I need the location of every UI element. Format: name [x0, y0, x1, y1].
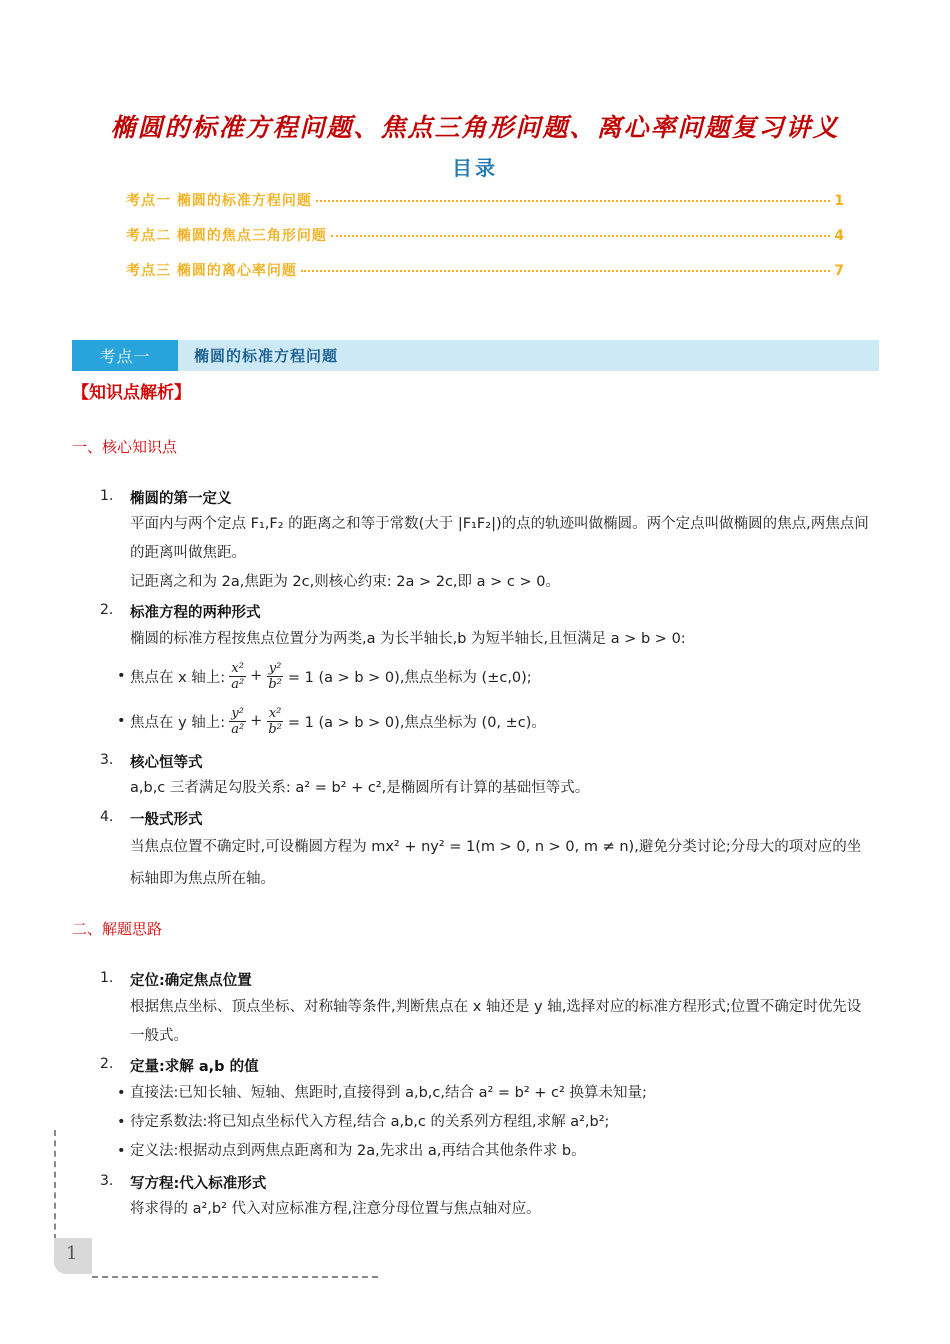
- section-tag: 考点一: [72, 340, 178, 371]
- toc-item-label: 考点二 椭圆的焦点三角形问题: [126, 228, 327, 244]
- item-number: 1.: [100, 488, 114, 504]
- formula-y-axis: [117, 701, 546, 741]
- part1-heading: 一、核心知识点: [72, 438, 178, 456]
- item-title: 写方程:代入标准形式: [130, 1176, 267, 1192]
- item-number: 4.: [100, 809, 114, 825]
- list-item: [117, 1079, 877, 1108]
- fraction-denominator: a²: [231, 721, 245, 737]
- fraction-denominator: b²: [268, 721, 282, 737]
- list-item: [117, 1108, 877, 1137]
- fraction-denominator: a²: [231, 676, 245, 692]
- toc-leader-dots: [316, 200, 830, 202]
- bullet-dot: •: [117, 1143, 126, 1159]
- fraction: [266, 661, 284, 692]
- bullet-text: 定义法:根据动点到两焦点距离和为 2a,先求出 a,再结合其他条件求 b。: [130, 1143, 586, 1159]
- bullet-text: 待定系数法:将已知点坐标代入方程,结合 a,b,c 的关系列方程组,求解 a²,b²;: [130, 1114, 610, 1130]
- fraction-numerator: y²: [268, 660, 282, 676]
- formula-x-axis: [117, 656, 532, 696]
- item-paragraph: a,b,c 三者满足勾股关系: a² = b² + c²,是椭圆所有计算的基础恒等式。: [130, 780, 590, 796]
- fraction: [229, 706, 246, 737]
- toc-heading: 目录: [452, 156, 498, 180]
- bullet-dot: •: [117, 1085, 126, 1101]
- item-title: 标准方程的两种形式: [130, 605, 261, 621]
- item-paragraph: 将求得的 a²,b² 代入对应标准方程,注意分母位置与焦点轴对应。: [130, 1201, 541, 1217]
- item-title: 椭圆的第一定义: [130, 491, 232, 507]
- toc-item[interactable]: [126, 190, 844, 225]
- item-number: 2.: [100, 602, 114, 618]
- formula-prefix: 焦点在 x 轴上:: [130, 669, 226, 686]
- toc-item[interactable]: [126, 260, 844, 295]
- item-paragraph: 椭圆的标准方程按焦点位置分为两类,a 为长半轴长,b 为短半轴长,且恒满足 a > b > 0:: [130, 631, 686, 647]
- item-number: 1.: [100, 970, 114, 986]
- plus-sign: +: [250, 713, 263, 729]
- bullet-dot: •: [117, 713, 126, 729]
- item-paragraph: 平面内与两个定点 F₁,F₂ 的距离之和等于常数(大于 |F₁F₂|)的点的轨迹叫做椭圆。两个定点叫做椭圆的焦点,两焦点间的距离叫做焦距。: [130, 516, 869, 561]
- bullet-dot: •: [117, 668, 126, 684]
- formula-prefix: 焦点在 y 轴上:: [130, 714, 226, 731]
- plus-sign: +: [250, 668, 263, 684]
- fraction-denominator: b²: [268, 676, 282, 692]
- item-title: 定量:求解 a,b 的值: [130, 1059, 259, 1075]
- section-name: 椭圆的标准方程问题: [194, 347, 339, 365]
- knowledge-heading: 【知识点解析】: [72, 383, 191, 403]
- formula-suffix: = 1 (a > b > 0),焦点坐标为 (±c,0);: [287, 669, 532, 686]
- bullet-dot: •: [117, 1114, 126, 1130]
- item-number: 3.: [100, 752, 114, 768]
- part2-heading: 二、解题思路: [72, 920, 163, 938]
- item-number: 3.: [100, 1173, 114, 1189]
- item-paragraph: 根据焦点坐标、顶点坐标、对称轴等条件,判断焦点在 x 轴还是 y 轴,选择对应的标准方程形式;位置不确定时优先设一般式。: [130, 999, 862, 1044]
- toc-item-label: 考点三 椭圆的离心率问题: [126, 263, 297, 279]
- item-paragraph: 当焦点位置不确定时,可设椭圆方程为 mx² + ny² = 1(m > 0, n > 0, m ≠ n),避免分类讨论;分母大的项对应的坐标轴即为焦点所在轴。: [130, 839, 862, 887]
- toc-item-page: 1: [834, 193, 844, 209]
- section-header-bar: [72, 340, 879, 371]
- item-paragraph: 记距离之和为 2a,焦距为 2c,则核心约束: 2a > 2c,即 a > c > 0。: [130, 574, 560, 590]
- footer-dashed-line: [92, 1276, 378, 1278]
- list-item: [117, 1137, 877, 1166]
- toc-item-page: 7: [834, 263, 844, 279]
- fraction-numerator: x²: [231, 660, 244, 676]
- toc-item-label: 考点一 椭圆的标准方程问题: [126, 193, 312, 209]
- page-margin-decoration: [54, 1130, 56, 1240]
- fraction: [266, 706, 284, 737]
- toc-leader-dots: [331, 235, 830, 237]
- document-title: 椭圆的标准方程问题、焦点三角形问题、离心率问题复习讲义: [110, 113, 840, 142]
- item-title: 一般式形式: [130, 812, 203, 828]
- toc-leader-dots: [301, 270, 830, 272]
- table-of-contents: [126, 190, 844, 295]
- fraction: [229, 661, 246, 692]
- fraction-numerator: y²: [231, 705, 244, 721]
- item-number: 2.: [100, 1056, 114, 1072]
- page-number: 1: [66, 1243, 78, 1264]
- toc-item[interactable]: [126, 225, 844, 260]
- toc-item-page: 4: [834, 228, 844, 244]
- item-title: 核心恒等式: [130, 755, 203, 771]
- formula-suffix: = 1 (a > b > 0),焦点坐标为 (0, ±c)。: [287, 714, 546, 731]
- fraction-numerator: x²: [268, 705, 282, 721]
- bullet-text: 直接法:已知长轴、短轴、焦距时,直接得到 a,b,c,结合 a² = b² + c² 换算未知量;: [130, 1085, 647, 1101]
- item-title: 定位:确定焦点位置: [130, 973, 252, 989]
